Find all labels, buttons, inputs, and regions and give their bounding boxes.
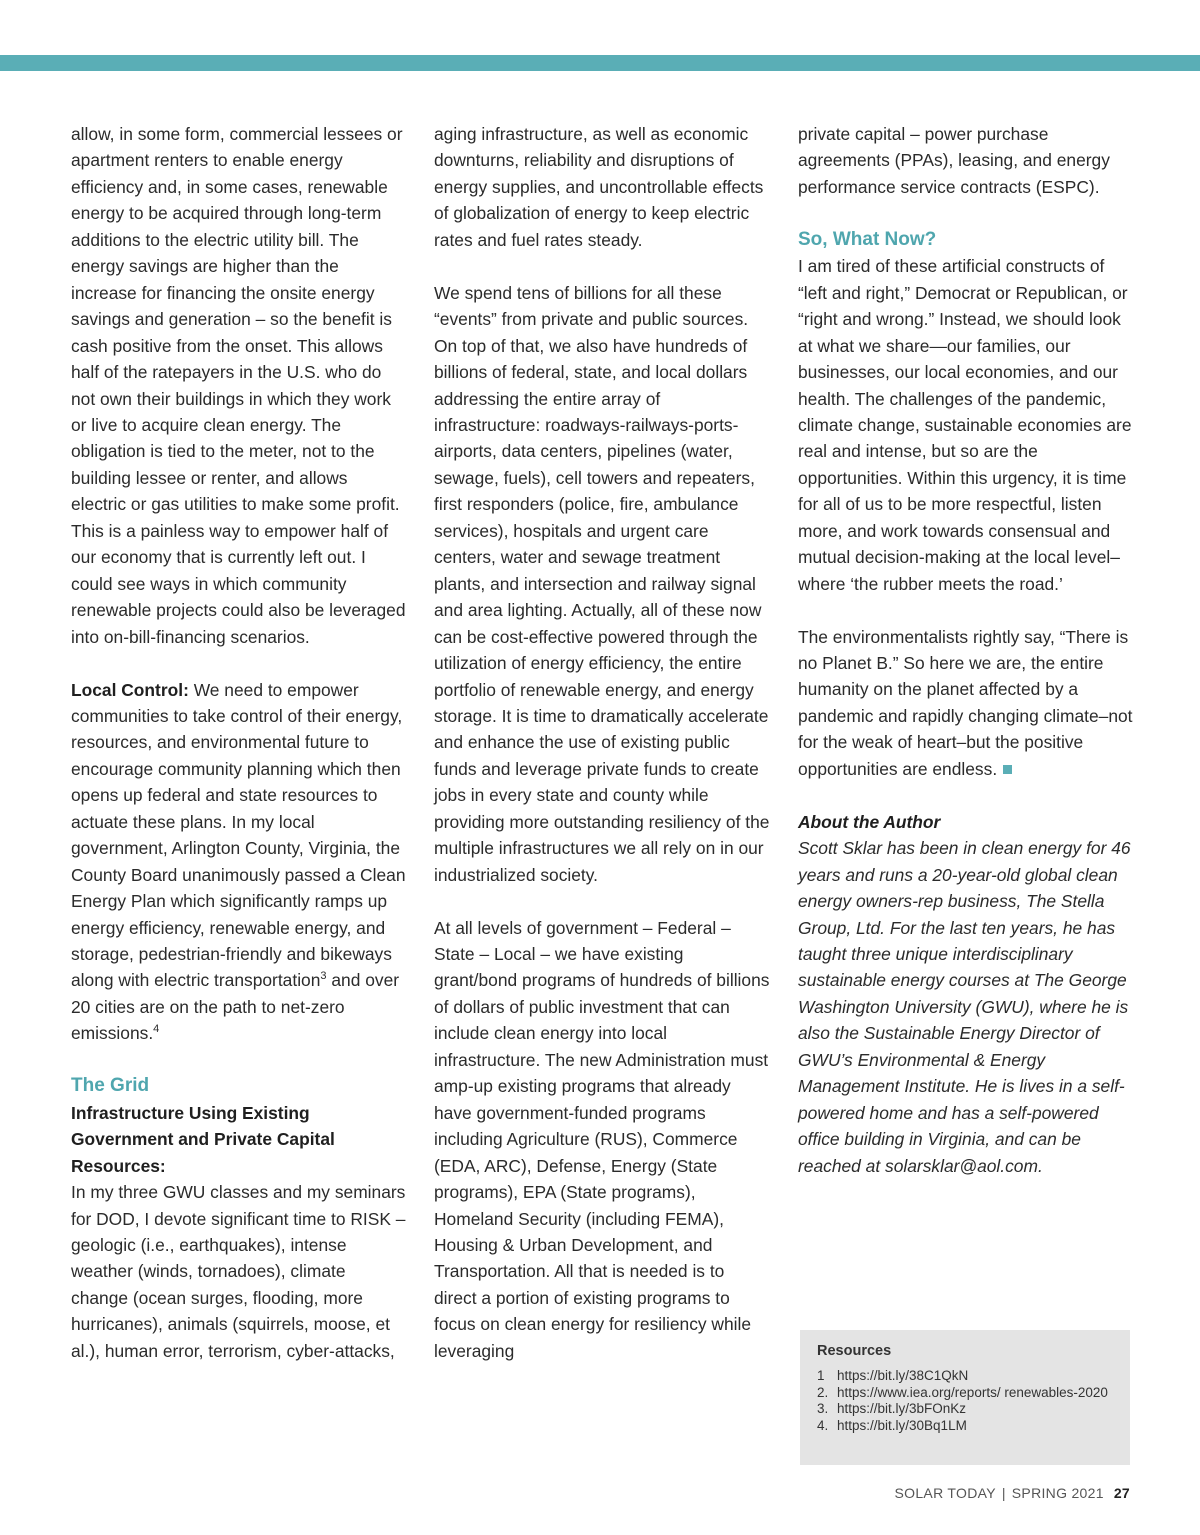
- resources-title: Resources: [817, 1343, 892, 1359]
- column-1: [71, 121, 407, 1364]
- footnote-ref-3: 3: [320, 970, 327, 983]
- resource-item: [817, 1385, 1117, 1402]
- col3-paragraph-3-text: The environmentalists rightly say, “There is no Planet B.” So here we are, the entire humanity on the planet affected by a pandemic and rapidly changing climate–not for the weak of heart–but the positive opportunities are endless.: [798, 626, 1133, 779]
- resource-item: [817, 1418, 1117, 1435]
- col2-paragraph-1: aging infrastructure, as well as economic downturns, reliability and disruptions of energy supplies, and uncontrollable effects of globalization of energy to keep electric rates and fuel rates steady.: [434, 124, 764, 250]
- resource-item: [817, 1401, 1117, 1418]
- section-heading-the-grid: The Grid: [71, 1075, 150, 1097]
- resource-number: 3.: [817, 1401, 829, 1416]
- page-footer: [895, 1485, 1130, 1501]
- about-author-title: About the Author: [798, 811, 941, 832]
- col1-paragraph-local-control: [71, 677, 407, 1047]
- page-number: 27: [1113, 1485, 1130, 1501]
- col2-paragraph-2: We spend tens of billions for all these “events” from private and public sources. On top of that, we also have hundreds of billions of federal, state, and local dollars addressing the entire array of infrastructure: roadways-railways-ports-airports, data centers, pipelines (water, sewage, fuels), cell towers and repeaters, first responders (police, fire, ambulance services), hospitals and urgent care centers, water and sewage treatment plants, and intersection and railway signal and area lighting. Actually, all of these now can be cost-effective powered through the utilization of energy efficiency, the entire portfolio of renewable energy, and energy storage. It is time to dramatically accelerate and enhance the use of existing public funds and leverage private funds to create jobs in every state and county while providing more outstanding resiliency of the multiple infrastructures we all rely on in our industrialized society.: [434, 282, 770, 885]
- section-heading-so-what-now: So, What Now?: [798, 228, 937, 250]
- issue-date: SPRING 2021: [1011, 1485, 1104, 1501]
- col3-paragraph-1: private capital – power purchase agreements (PPAs), leasing, and energy performance service contracts (ESPC).: [798, 124, 1110, 197]
- resources-box: [800, 1330, 1130, 1465]
- resource-link[interactable]: https://bit.ly/3bFOnKz: [837, 1401, 967, 1416]
- column-2: [434, 121, 770, 1364]
- local-control-text: We need to empower communities to take control of their energy, resources, and environmental future to encourage community planning which then opens up federal and state resources to actuate these plans. In my local government, Arlington County, Virginia, the County Board unanimously passed a Clean Energy Plan which significantly ramps up energy efficiency, renewable energy, and storage, pedestrian-friendly and bikeways along with electric transportation: [71, 679, 406, 991]
- resource-item: [817, 1368, 1117, 1385]
- resource-number: 1: [817, 1368, 825, 1383]
- footer-separator: |: [1001, 1485, 1006, 1501]
- col1-paragraph-3: In my three GWU classes and my seminars for DOD, I devote significant time to RISK – geologic (i.e., earthquakes), intense weather (winds, tornadoes), climate change (ocean surges, flooding, more hurricanes), animals (squirrels, moose, et al.), human error, terrorism, cyber-attacks,: [71, 1182, 406, 1361]
- subheading-infrastructure: Infrastructure Using Existing Government and Private Capital Resources:: [71, 1102, 335, 1176]
- col3-paragraph-2: I am tired of these artificial constructs of “left and right,” Democrat or Republican, or “right and wrong.” Instead, we should look at what we share—our families, our businesses, our local economies, and our health. The challenges of the pandemic, climate change, sustainable economies are real and intense, but so are the opportunities. Within this urgency, it is time for all of us to be more respectful, listen more, and work towards consensual and mutual decision-making at the local level–where ‘the rubber meets the road.’: [798, 256, 1132, 594]
- resource-link[interactable]: https://bit.ly/38C1QkN: [837, 1368, 969, 1383]
- footnote-ref-4: 4: [153, 1023, 160, 1036]
- end-of-article-square-icon: [1003, 765, 1012, 774]
- resource-link[interactable]: https://bit.ly/30Bq1LM: [837, 1417, 967, 1433]
- magazine-name: SOLAR TODAY: [894, 1485, 996, 1501]
- local-control-lead: Local Control:: [71, 679, 189, 700]
- local-control-text-2: and over 20 cities are on the path to net-zero emissions.: [71, 970, 400, 1044]
- column-3: [798, 121, 1136, 1179]
- col3-paragraph-3: [798, 624, 1136, 783]
- col1-paragraph-1: allow, in some form, commercial lessees or apartment renters to enable energy efficiency and, in some cases, renewable energy to be acquired through long-term additions to the electric utility bill. The energy savings are higher than the increase for financing the onsite energy savings and generation – so the benefit is cash positive from the onset. This allows half of the ratepayers in the U.S. who do not own their buildings in which they work or live to acquire clean energy. The obligation is tied to the meter, not to the building lessee or renter, and allows electric or gas utilities to make some profit. This is a painless way to empower half of our economy that is currently left out. I could see ways in which community renewable projects could also be leveraged into on-bill-financing scenarios.: [71, 124, 406, 647]
- col2-paragraph-3: At all levels of government – Federal – State – Local – we have existing grant/bond programs of hundreds of billions of dollars of public investment that can include clean energy into local infrastructure. The new Administration must amp-up existing programs that already have government-funded programs including Agriculture (RUS), Commerce (EDA, ARC), Defense, Energy (State programs), EPA (State programs), Homeland Security (including FEMA), Housing & Urban Development, and Transportation. All that is needed is to direct a portion of existing programs to focus on clean energy for resiliency while leveraging: [434, 917, 770, 1361]
- resource-number: 4.: [817, 1417, 829, 1433]
- top-accent-bar: [0, 55, 1200, 71]
- resource-number: 2.: [817, 1384, 829, 1400]
- about-author-bio: Scott Sklar has been in clean energy for 46 years and runs a 20-year-old global clean energy owners-rep business, The Stella Group, Ltd. For the last ten years, he has taught three unique interdisciplinary sustainable energy courses at The George Washington University (GWU), where he is also the Sustainable Energy Director of GWU’s Environmental & Energy Management Institute. He is lives in a self-powered home and has a self-powered office building in Virginia, and can be reached at solarsklar@aol.com.: [798, 838, 1131, 1176]
- resources-list: [817, 1368, 1117, 1434]
- resource-link[interactable]: https://www.iea.org/reports/ renewables-2020: [837, 1384, 1108, 1400]
